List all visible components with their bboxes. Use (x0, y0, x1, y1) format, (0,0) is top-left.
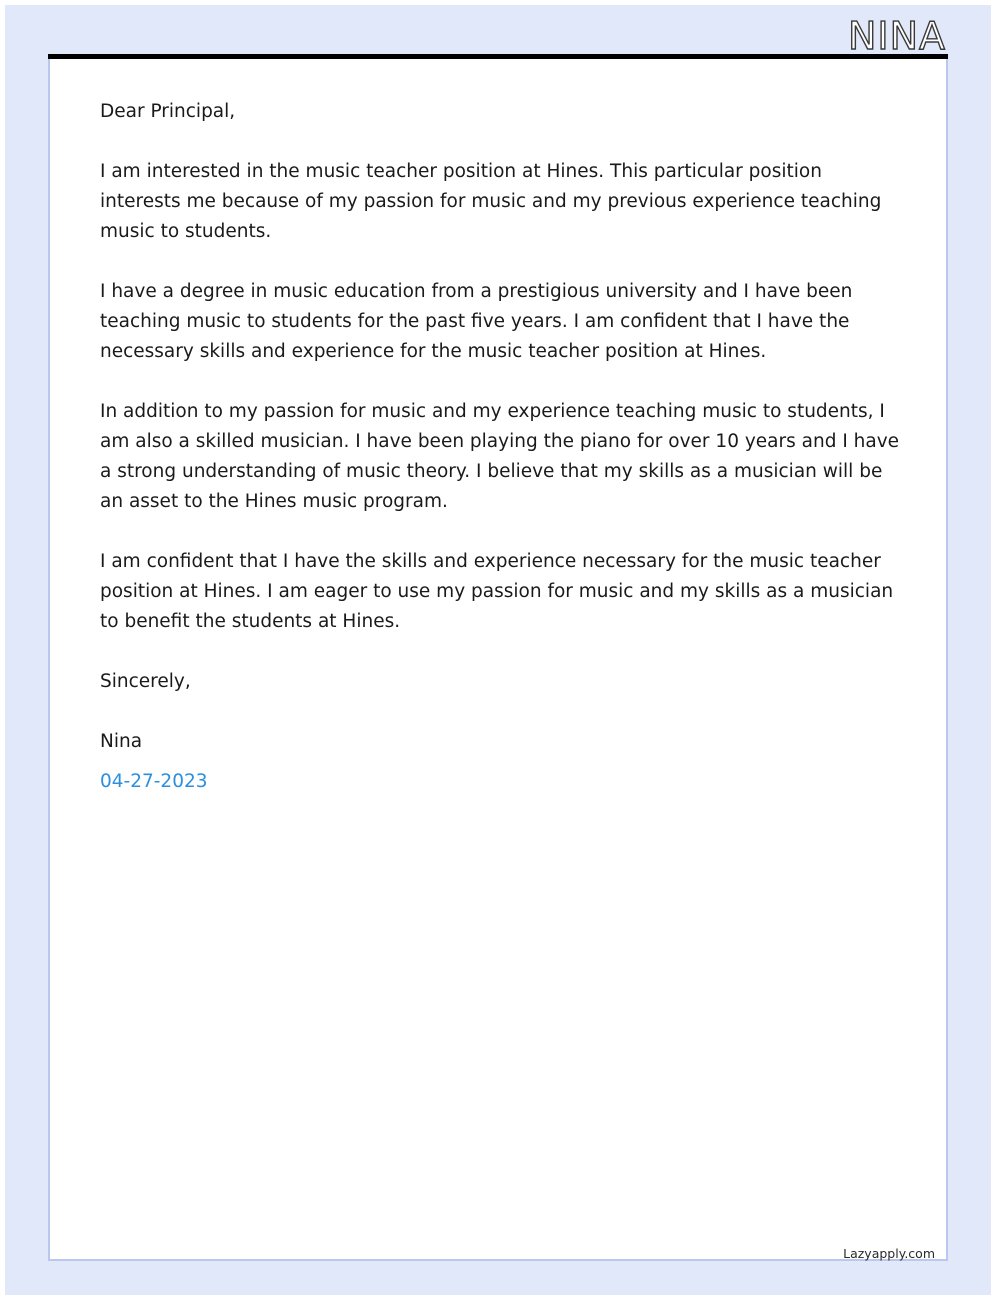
letter-date: 04-27-2023 (100, 771, 208, 792)
header-rule (48, 54, 948, 59)
closing: Sincerely, (100, 671, 191, 692)
paragraph-4: I am confident that I have the skills and experience necessary for the music teacher position at Hines. I am eager to use my passion for music and my skills as a musician to benefit the students at Hines. (100, 551, 894, 632)
signature: Nina (100, 731, 143, 752)
salutation: Dear Principal, (100, 101, 236, 122)
header-name: NINA (847, 14, 946, 58)
paragraph-1: I am interested in the music teacher position at Hines. This particular position interests me because of my passion for music and my previous experience teaching music to students. (100, 161, 882, 242)
footer-watermark: Lazyapply.com (843, 1246, 935, 1261)
paragraph-2: I have a degree in music education from a prestigious university and I have been teaching music to students for the past five years. I am confident that I have the necessary skills and experience for the music teacher position at Hines. (100, 281, 853, 362)
letter-body (100, 97, 900, 757)
paragraph-3: In addition to my passion for music and my experience teaching music to students, I am also a skilled musician. I have been playing the piano for over 10 years and I have a strong understanding of music theory. I believe that my skills as a musician will be an asset to the Hines music program. (100, 401, 900, 512)
